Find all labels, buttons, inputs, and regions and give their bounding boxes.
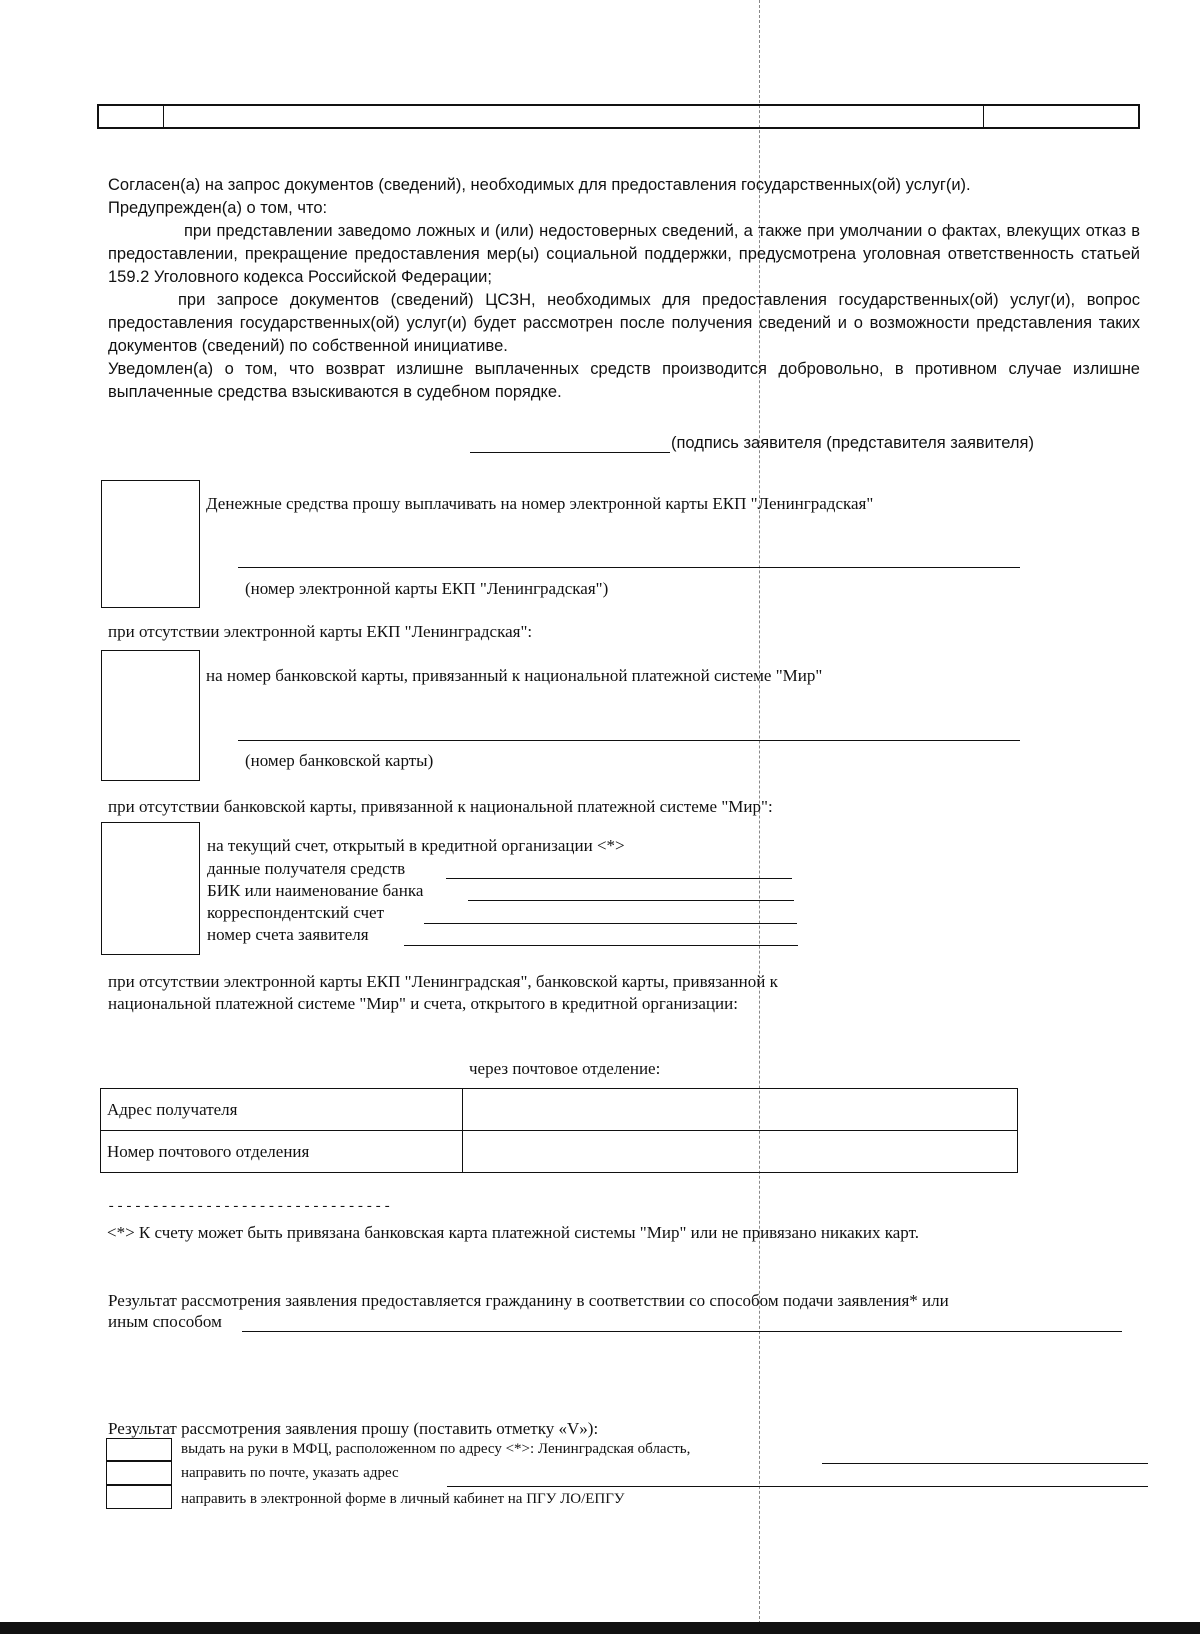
option-mfc-text: выдать на руки в МФЦ, расположенном по адресу <*>: Ленинградская область,	[181, 1441, 691, 1457]
consent-clause-request: при запросе документов (сведений) ЦСЗН, необходимых для предоставления государственных(ой) услуг(и), вопрос предоставления государственных(ой) услуг(и) будет рассмотрен после получения сведений и о возможности представления таких документов (сведений) по собственной инициативе.	[108, 291, 1140, 355]
account-checkbox[interactable]	[101, 822, 200, 955]
bik-label: БИК или наименование банка	[207, 881, 424, 900]
consent-warned: Предупрежден(а) о том, что:	[108, 199, 328, 217]
applicant-account-field[interactable]	[404, 945, 798, 946]
recipient-data-field[interactable]	[446, 878, 792, 879]
ekp-number-caption: (номер электронной карты ЕКП "Ленинградская")	[245, 579, 609, 598]
ekp-option-text: Денежные средства прошу выплачивать на номер электронной карты ЕКП "Ленинградская"	[206, 494, 874, 513]
no-ekp-text: при отсутствии электронной карты ЕКП "Ленинградская":	[108, 622, 533, 641]
option-mfc-checkbox[interactable]	[106, 1438, 172, 1461]
consent-block	[108, 174, 1140, 404]
no-all-text-line2: национальной платежной системе "Мир" и счета, открытого в кредитной организации:	[108, 994, 738, 1013]
post-office-number-label: Номер почтового отделения	[101, 1131, 463, 1173]
signature-caption: (подпись заявителя (представителя заявителя)	[671, 434, 1034, 452]
table-divider	[163, 106, 164, 127]
mfc-address-field[interactable]	[822, 1463, 1148, 1464]
table-divider	[983, 106, 984, 127]
consent-notified: Уведомлен(а) о том, что возврат излишне выплаченных средств производится добровольно, в противном случае излишне выплаченные средства взыскиваются в судебном порядке.	[108, 360, 1140, 401]
bank-card-caption: (номер банковской карты)	[245, 751, 434, 770]
corr-account-label: корреспондентский счет	[207, 903, 385, 922]
option-electronic-checkbox[interactable]	[106, 1485, 172, 1509]
table-row	[101, 1131, 1018, 1173]
ekp-checkbox[interactable]	[101, 480, 200, 608]
table-row	[101, 1089, 1018, 1131]
option-mail-text: направить по почте, указать адрес	[181, 1465, 399, 1481]
header-table	[97, 104, 1140, 129]
scan-edge-bar	[0, 1622, 1200, 1634]
ekp-number-field[interactable]	[238, 567, 1020, 568]
bank-card-checkbox[interactable]	[101, 650, 200, 781]
result-line2: иным способом	[108, 1312, 222, 1331]
recipient-address-field[interactable]	[463, 1089, 1018, 1131]
post-office-table	[100, 1088, 1018, 1173]
consent-clause-criminal: при представлении заведомо ложных и (или) недостоверных сведений, а также при умолчании о фактах, влекущих отказ в предоставлении, прекращение предоставления мер(ы) социальной поддержки, предусмотрена уголовная ответственность статьей 159.2 Уголовного кодекса Российской Федерации;	[108, 222, 1140, 286]
other-method-field[interactable]	[242, 1331, 1122, 1332]
post-office-title: через почтовое отделение:	[469, 1059, 661, 1078]
option-mail-checkbox[interactable]	[106, 1461, 172, 1485]
applicant-account-label: номер счета заявителя	[207, 925, 369, 944]
bank-card-option-text: на номер банковской карты, привязанный к национальной платежной системе "Мир"	[206, 666, 823, 685]
mail-address-field[interactable]	[447, 1486, 1148, 1487]
recipient-address-label: Адрес получателя	[101, 1089, 463, 1131]
corr-account-field[interactable]	[424, 923, 797, 924]
result-choose-text: Результат рассмотрения заявления прошу (поставить отметку «V»):	[108, 1419, 599, 1438]
no-all-text-line1: при отсутствии электронной карты ЕКП "Ленинградская", банковской карты, привязанной к	[108, 972, 778, 991]
footnote-separator: --------------------------------	[107, 1199, 392, 1215]
signature-line[interactable]	[470, 452, 670, 453]
post-office-number-field[interactable]	[463, 1131, 1018, 1173]
footnote-text: <*> К счету может быть привязана банковская карта платежной системы "Мир" или не привязано никаких карт.	[107, 1223, 919, 1242]
no-bank-card-text: при отсутствии банковской карты, привязанной к национальной платежной системе "Мир":	[108, 797, 773, 816]
recipient-data-label: данные получателя средств	[207, 859, 406, 878]
consent-agree: Согласен(а) на запрос документов (сведений), необходимых для предоставления государственных(ой) услуг(и).	[108, 176, 971, 194]
bik-field[interactable]	[468, 900, 794, 901]
bank-card-number-field[interactable]	[238, 740, 1020, 741]
result-line1: Результат рассмотрения заявления предоставляется гражданину в соответствии со способом подачи заявления* или	[108, 1291, 949, 1310]
account-option-text: на текущий счет, открытый в кредитной организации <*>	[207, 836, 625, 855]
option-electronic-text: направить в электронной форме в личный кабинет на ПГУ ЛО/ЕПГУ	[181, 1491, 625, 1507]
